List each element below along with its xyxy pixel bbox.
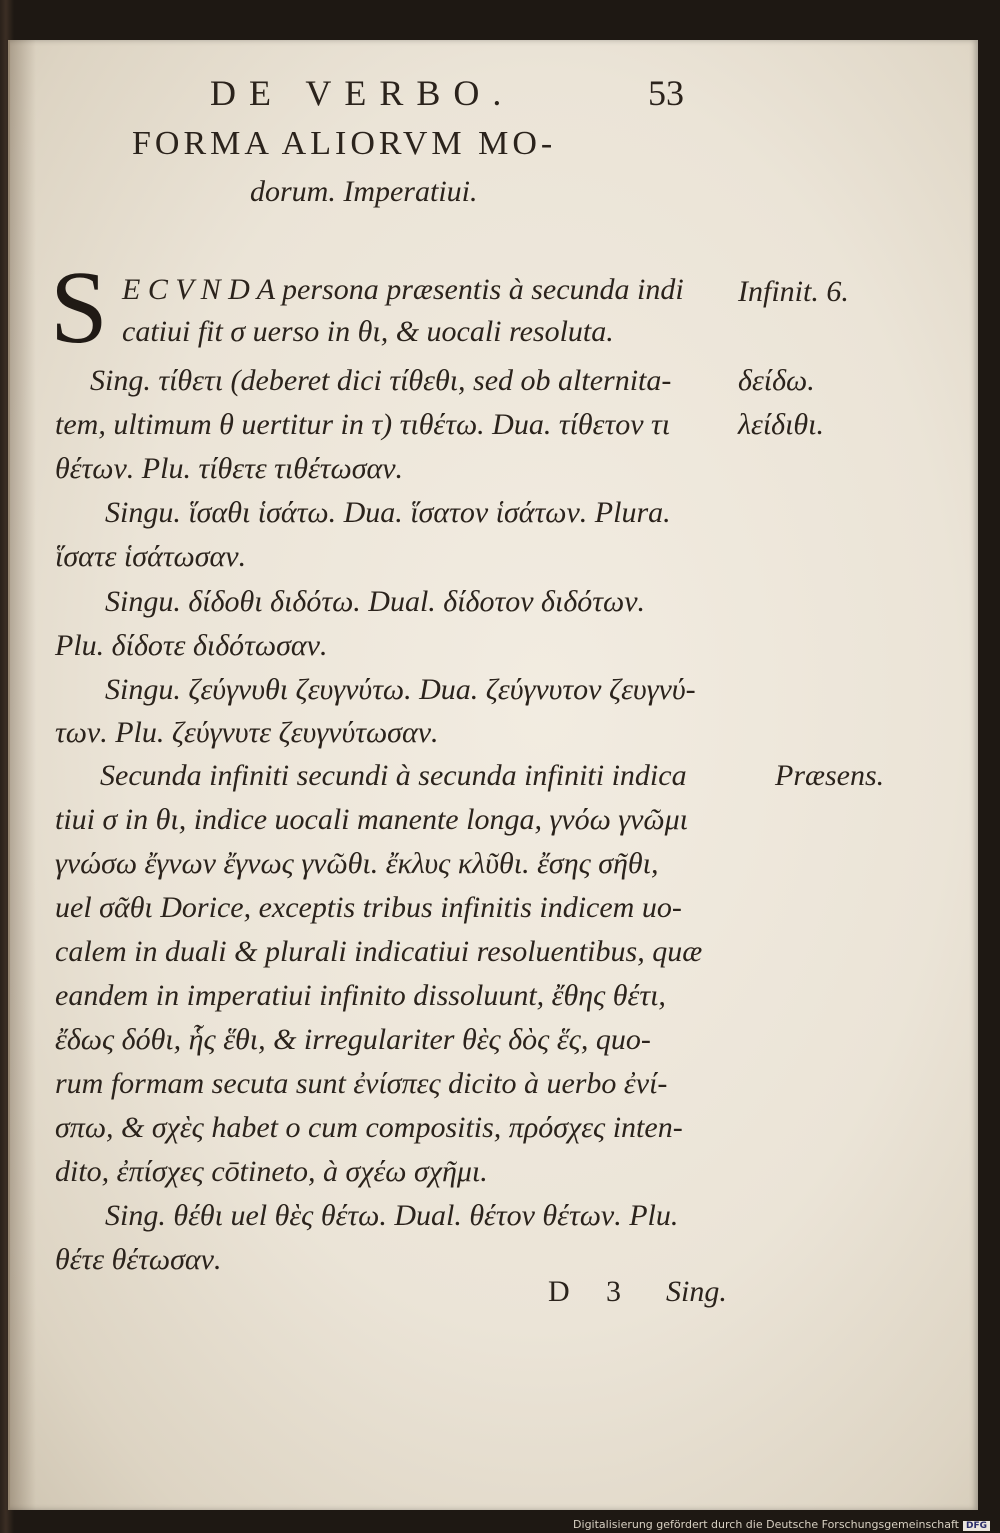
text-line: Plu. δίδοτε διδότωσαν. [55, 629, 328, 662]
section-title-line-2: dorum. Imperatiui. [250, 175, 478, 208]
text-line: eandem in imperatiui infinito dissoluunt, ἔθης θέτι, [55, 979, 666, 1012]
page-gutter-shadow [8, 40, 36, 1510]
marginal-note: Infinit. 6. [738, 275, 849, 308]
text-line: dito, ἐπίσχες cōtineto, à σχέω σχῆμι. [55, 1155, 488, 1188]
credit-text: Digitalisierung gefördert durch die Deutsche Forschungsgemeinschaft [573, 1518, 959, 1531]
text-line: calem in duali & plurali indicatiui resoluentibus, quæ [55, 935, 703, 968]
text-line: θέτε θέτωσαν. [55, 1243, 222, 1276]
text-line: E C V N D A persona præsentis à secunda indi [122, 273, 684, 306]
text-line: tiui σ in θι, indice uocali manente longa, γνόω γνῶμι [55, 803, 688, 836]
text-line: θέτων. Plu. τίθετε τιθέτωσαν. [55, 452, 404, 485]
catchword: Sing. [666, 1275, 727, 1308]
text-line: ἔδως δόθι, ἧς ἕθι, & irregulariter θὲς δὸς ἕς, quo- [55, 1023, 651, 1056]
running-head: DE VERBO. [210, 73, 515, 113]
drop-cap: S [50, 250, 108, 365]
marginal-note: Præsens. [775, 759, 885, 792]
digitization-credit [573, 1518, 990, 1531]
page-number: 53 [648, 73, 684, 113]
text-line: Sing. τίθετι (deberet dici τίθεθι, sed ob alternita- [90, 364, 672, 397]
text-line: tem, ultimum θ uertitur in τ) τιθέτω. Dua. τίθετον τι [55, 408, 671, 441]
text-line: γνώσω ἔγνων ἔγνως γνῶθι. ἔκλυς κλῦθι. ἔσης σῆθι, [55, 847, 659, 880]
text-line: Sing. θέθι uel θὲς θέτω. Dual. θέτον θέτων. Plu. [105, 1199, 679, 1232]
text-line: Singu. δίδοθι διδότω. Dual. δίδοτον διδότων. [105, 585, 646, 618]
marginal-note: λείδιθι. [738, 408, 825, 441]
text-line: σπω, & σχὲς habet o cum compositis, πρόσχες inten- [55, 1111, 683, 1144]
text-line: uel σᾶθι Dorice, exceptis tribus infinitis indicem uo- [55, 891, 682, 924]
text-line: των. Plu. ζεύγνυτε ζευγνύτωσαν. [55, 716, 439, 749]
text-line: ἵσατε ἱσάτωσαν. [55, 540, 247, 573]
dfg-logo: DFG [963, 1521, 990, 1531]
marginal-note: δείδω. [738, 364, 815, 397]
section-title-line-1: FORMA ALIORVM MO- [132, 125, 557, 162]
text-line: Singu. ἵσαθι ἱσάτω. Dua. ἵσατον ἱσάτων. Plura. [105, 496, 671, 529]
text-line: Secunda infiniti secundi à secunda infiniti indica [100, 759, 687, 792]
text-line: catiui fit σ uerso in θι, & uocali resoluta. [122, 315, 614, 348]
signature-number: 3 [606, 1275, 621, 1308]
text-line: rum formam secuta sunt ἐνίσπες dicito à uerbo ἐνί- [55, 1067, 668, 1100]
text-line: Singu. ζεύγνυθι ζευγνύτω. Dua. ζεύγνυτον ζευγνύ- [105, 673, 696, 706]
signature-mark: D [548, 1275, 570, 1308]
